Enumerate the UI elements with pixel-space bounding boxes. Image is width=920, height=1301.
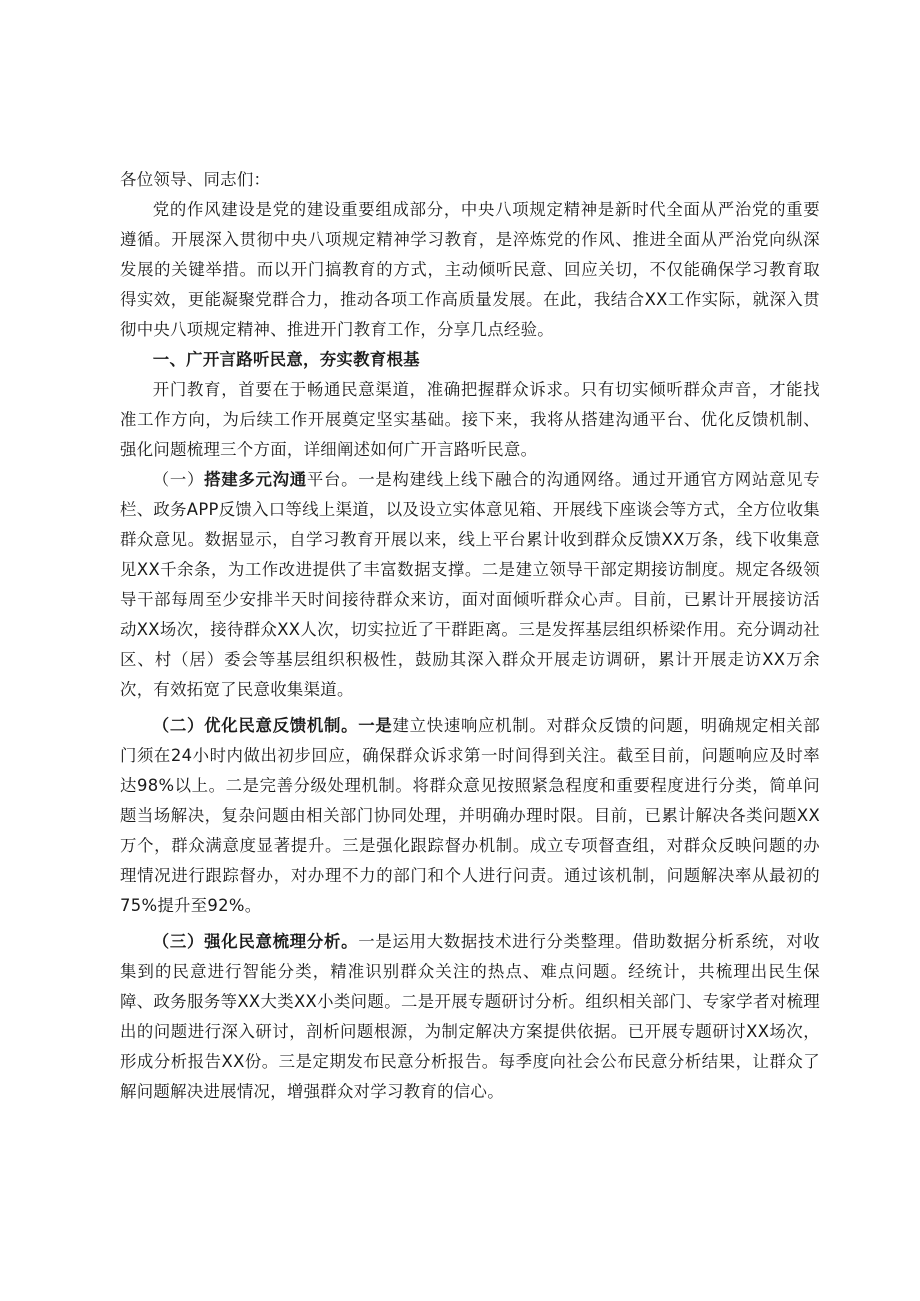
intro-paragraph: 党的作风建设是党的建设重要组成部分，中央八项规定精神是新时代全面从严治党的重要遵循。开展深入贯彻中央八项规定精神学习教育，是淬炼党的作风、推进全面从严治党向纵深发展的关键举措。而以开门搞教育的方式，主动倾听民意、回应关切，不仅能确保学习教育取得实效，更能凝聚党群合力，推动各项工作高质量发展。在此，我结合XX工作实际，就深入贯彻中央八项规定精神、推进开门教育工作，分享几点经验。 (120, 200, 820, 339)
section-intro-paragraph: 开门教育，首要在于畅通民意渠道，准确把握群众诉求。只有切实倾听群众声音，才能找准工作方向，为后续工作开展奠定坚实基础。接下来，我将从搭建沟通平台、优化反馈机制、强化问题梳理三个方面，详细阐述如何广开言路听民意。 (120, 380, 820, 459)
section-heading: 一、广开言路听民意，夯实教育根基 (152, 350, 420, 369)
subsection-1-text: 平台。一是构建线上线下融合的沟通网络。通过开通官方网站意见专栏、政务APP反馈入口等线上渠道，以及设立实体意见箱、开展线下座谈会等方式，全方位收集群众意见。数据显示，自学习教育开展以来，线上平台累计收到群众反馈XX万条，线下收集意见XX千余条，为工作改进提供了丰富数据支撑。二是建立领导干部定期接访制度。规定各级领导干部每周至少安排半天时间接待群众来访，面对面倾听群众心声。目前，已累计开展接访活动XX场次，接待群众XX人次，切实拉近了干群距离。三是发挥基层组织桥梁作用。充分调动社区、村（居）委会等基层组织积极性，鼓励其深入群众开展走访调研，累计开展走访XX万余次，有效拓宽了民意收集渠道。 (120, 470, 820, 699)
subsection-1-lead: 搭建多元沟通 (204, 470, 307, 489)
subsection-paragraph-1 (120, 465, 820, 705)
subsection-1-prefix: （一） (152, 470, 205, 489)
subsection-2-lead: （二）优化民意反馈机制。一是 (152, 716, 393, 735)
salutation: 各位领导、同志们： (120, 170, 271, 189)
document-body (120, 165, 820, 1107)
subsection-paragraph-2 (120, 711, 820, 921)
subsection-3-text: 一是运用大数据技术进行分类整理。借助数据分析系统，对收集到的民意进行智能分类，精准识别群众关注的热点、难点问题。经统计，共梳理出民生保障、政务服务等XX大类XX小类问题。二是开展专题研讨分析。组织相关部门、专家学者对梳理出的问题进行深入研讨，剖析问题根源，为制定解决方案提供依据。已开展专题研讨XX场次，形成分析报告XX份。三是定期发布民意分析报告。每季度向社会公布民意分析结果，让群众了解问题解决进展情况，增强群众对学习教育的信心。 (120, 932, 820, 1101)
subsection-2-text: 建立快速响应机制。对群众反馈的问题，明确规定相关部门须在24小时内做出初步回应，确保群众诉求第一时间得到关注。截至目前，问题响应及时率达98%以上。二是完善分级处理机制。将群众意见按照紧急程度和重要程度进行分类，简单问题当场解决，复杂问题由相关部门协同处理，并明确办理时限。目前，已累计解决各类问题XX万个，群众满意度显著提升。三是强化跟踪督办机制。成立专项督查组，对群众反映问题的办理情况进行跟踪督办，对办理不力的部门和个人进行问责。通过该机制，问题解决率从最初的75%提升至92%。 (120, 716, 821, 915)
subsection-3-lead: （三）强化民意梳理分析。 (152, 932, 359, 951)
subsection-paragraph-3 (120, 927, 820, 1107)
